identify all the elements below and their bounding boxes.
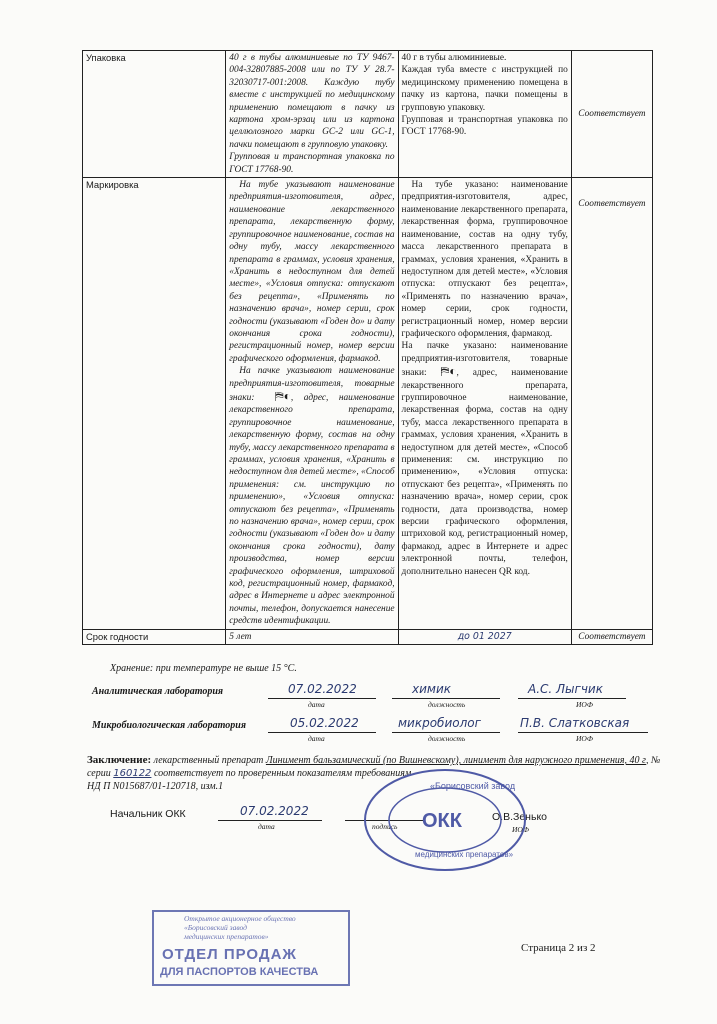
row-conclusion: Соответствует: [571, 629, 652, 644]
row-conclusion: Соответствует: [571, 51, 652, 178]
trademark-icon: ⛿◐: [274, 388, 291, 403]
row-name: Упаковка: [83, 51, 226, 178]
row-result: На тубе указано: наименование предприятия-изготовителя, адрес, наименование лекарственного препарата, лекарственная форма, группировочное наименование, состав на одну тубу, масса лекарственного препарата в граммах, условия хранения, «Хранить в недоступном для детей месте», «Условия отпуска: отпускают без рецепта», «Применять по назначению врача», номер серии, срок годности, регистрационный номер, номер версии графического оформления, фармакод. На пачке указано: наименование предприятия-изготовителя, товарные знаки: ⛿◐, адрес, наименование лекарственного препарата, группировочное наименование, лекарственная форма, состав на одну тубу, масса лекарственного препарата в граммах, условия хранения, «Хранить в недоступном для детей месте», «Способ применения: см. инструкцию по применению», «Условия отпуска: отпускают без рецепта», «Применять по назначению врача», номер серии, срок годности, дата производства, номер версии графического оформления, штриховой код, регистрационный номер, фармакод, адрес в Интернете и адрес электронной почты, телефон, дополнительно нанесен QR код.: [398, 178, 571, 630]
lab-label: Аналитическая лаборатория: [92, 686, 224, 697]
product-name: Линимент бальзамический (по Вишневскому), линимент для наружного применения, 40 г: [265, 755, 646, 766]
round-stamp-middle: ОКК: [422, 810, 462, 832]
round-stamp: [360, 765, 530, 875]
storage-note: Хранение: при температуре не выше 15 °С.: [110, 663, 297, 674]
row-requirement: 5 лет: [226, 629, 398, 644]
specification-table: [82, 50, 653, 645]
trademark-icon: ⛿◐: [440, 364, 457, 379]
round-stamp-bottom: медицинских препаратов»: [415, 850, 514, 859]
head-name: О.В.Зенько: [492, 811, 548, 823]
round-stamp-top: «Борисовский завод: [430, 781, 516, 791]
row-conclusion: Соответствует: [571, 178, 652, 630]
stamp-title: ОТДЕЛ ПРОДАЖ: [162, 946, 297, 963]
row-name: Срок годности: [83, 629, 226, 644]
sales-stamp: Открытое акционерное общество «Борисовский завод медицинских препаратов» ОТДЕЛ ПРОДАЖ ДЛЯ ПАСПОРТОВ КАЧЕСТВА: [152, 910, 350, 986]
batch-number: 160122: [113, 768, 152, 779]
head-date: 07.02.2022: [240, 804, 309, 818]
row-requirement: На тубе указывают наименование предприятия-изготовителя, адрес, наименование лекарственного препарата, лекарственную форму, группировочное наименование, состав на одну тубу, массу лекарственного препарата в граммах, условия хранения, «Хранить в недоступном для детей месте», «Условия отпуска: отпускают без рецепта», «Применять по назначению врача», номер серии, срок годности (указывают «Годен до» и дату окончания срока годности), регистрационный номер, номер версии графического оформления, фармакод. На пачке указывают наименование предприятия-изготовителя, товарные знаки: ⛿◐, адрес, наименование лекарственного препарата, группировочное наименование, лекарственную форму, состав на одну тубу, массу лекарственного препарата в граммах, условия хранения, «Хранить в недоступном для детей месте», «Способ применения: см. инструкцию по применению», «Условия отпуска: отпускают без рецепта», «Применять по назначению врача», номер серии, срок годности (указывают «Годен до» и дату окончания срока годности), дату производства, номер версии графического оформления, штриховой код, регистрационный номер, фармакод, адрес в Интернете и адрес электронной почты, телефон, допускается нанесение средств идентификации.: [226, 178, 398, 630]
table-row: [83, 51, 653, 178]
lab-position: химик: [412, 682, 451, 696]
lab-label: Микробиологическая лаборатория: [92, 720, 247, 731]
conclusion-text: Заключение: лекарственный препарат Линимент бальзамический (по Вишневскому), линимент для наружного применения, 40 г, № серии 160122 соответствует по проверенным показателям требованиям НД П N015687/01-120718, изм.1: [87, 754, 661, 792]
table-row: [83, 629, 653, 644]
lab-date: 05.02.2022: [290, 716, 359, 730]
row-result: 40 г в тубы алюминиевые. Каждая туба вместе с инструкцией по медицинскому применению помещена в пачку из картона, пачки помещены в групповую упаковку. Групповая и транспортная упаковка по ГОСТ 17768-90.: [398, 51, 571, 178]
table-row: [83, 178, 653, 630]
row-requirement: 40 г в тубы алюминиевые по ТУ 9467-004-32807885-2008 или по ТУ У 28.7-32030717-001:2008. Каждую тубу вместе с инструкцией по медицинскому применению помещают в пачку из картона хром-эрзац или из картона целлюлозного марки GC-2 или GC-1, пачки помещают в групповую упаковку. Групповая и транспортная упаковка по ГОСТ 17768-90.: [226, 51, 398, 178]
stamp-subtitle: ДЛЯ ПАСПОРТОВ КАЧЕСТВА: [160, 966, 319, 978]
lab-signature: А.С. Лыгчик: [528, 682, 603, 696]
lab-date: 07.02.2022: [288, 682, 357, 696]
head-label: Начальник ОКК: [110, 808, 186, 820]
page-number: Страница 2 из 2: [521, 942, 596, 954]
row-name: Маркировка: [83, 178, 226, 630]
lab-position: микробиолог: [398, 716, 481, 730]
row-result: до 01 2027: [398, 629, 571, 644]
lab-signature: П.В. Слатковская: [520, 716, 630, 730]
